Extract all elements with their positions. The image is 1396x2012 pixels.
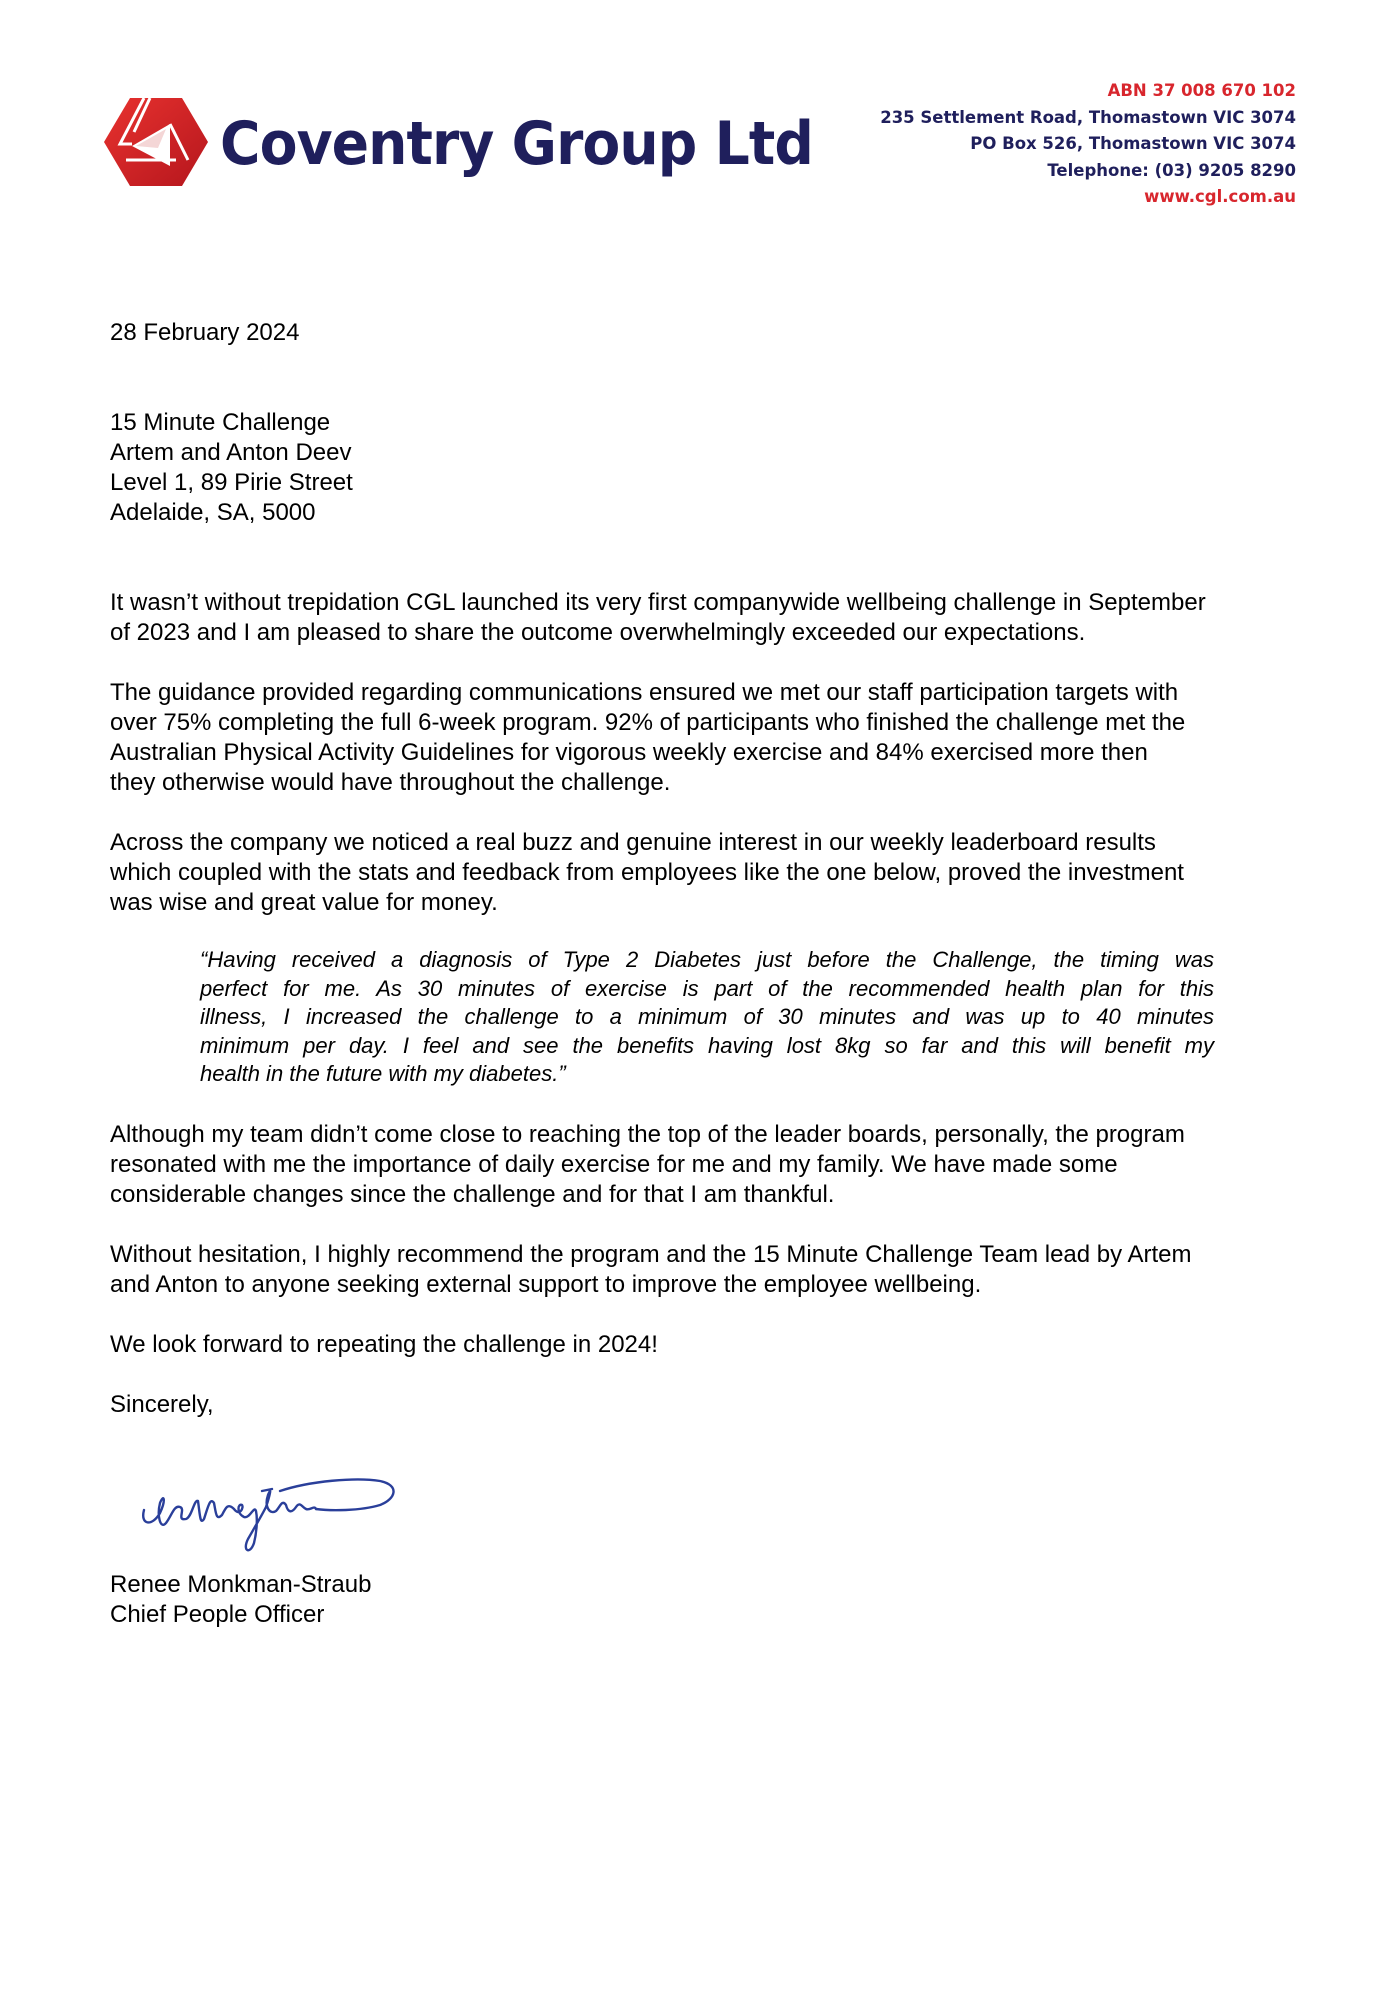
recipient-address-block	[110, 408, 353, 528]
body-paragraph-2	[110, 678, 1300, 798]
paragraph-line: Without hesitation, I highly recommend the program and the 15 Minute Challenge Team lead by Artem	[110, 1241, 1192, 1268]
paragraph-line: they otherwise would have throughout the challenge.	[110, 769, 671, 796]
body-paragraph-5	[110, 1240, 1300, 1300]
paragraph-line: Across the company we noticed a real buzz and genuine interest in our weekly leaderboard results	[110, 829, 1156, 856]
quote-line: minimum per day. I feel and see the benefits having lost 8kg so far and this will benefit my	[200, 1032, 1214, 1058]
letter-date: 28 February 2024	[110, 319, 300, 346]
paragraph-line: Although my team didn’t come close to reaching the top of the leader boards, personally, the program	[110, 1121, 1185, 1148]
company-contact-block	[880, 78, 1296, 211]
quote-line: perfect for me. As 30 minutes of exercise is part of the recommended health plan for this	[200, 975, 1214, 1001]
recipient-organisation: 15 Minute Challenge	[110, 409, 331, 436]
paragraph-line: and Anton to anyone seeking external support to improve the employee wellbeing.	[110, 1271, 982, 1298]
employee-testimonial-quote	[200, 946, 1214, 1089]
po-box-address: PO Box 526, Thomastown VIC 3074	[970, 134, 1296, 153]
paragraph-line: We look forward to repeating the challenge in 2024!	[110, 1331, 658, 1358]
street-address: 235 Settlement Road, Thomastown VIC 3074	[880, 107, 1296, 127]
paragraph-line: of 2023 and I am pleased to share the outcome overwhelmingly exceeded our expectations.	[110, 619, 1086, 646]
paragraph-line: resonated with me the importance of daily exercise for me and my family. We have made some	[110, 1151, 1118, 1178]
abn-number: ABN 37 008 670 102	[1107, 81, 1296, 100]
recipient-street: Level 1, 89 Pirie Street	[110, 469, 353, 496]
paragraph-line: over 75% completing the full 6-week program. 92% of participants who finished the challenge met the	[110, 709, 1186, 736]
paragraph-line: It wasn’t without trepidation CGL launched its very first companywide wellbeing challenge in September	[110, 589, 1206, 616]
letter-closing: Sincerely,	[110, 1391, 214, 1418]
handwritten-signature-icon	[130, 1455, 410, 1555]
quote-line: illness, I increased the challenge to a minimum of 30 minutes and was up to 40 minutes	[200, 1004, 1214, 1029]
signer-name: Renee Monkman-Straub	[110, 1571, 372, 1598]
body-paragraph-1	[110, 588, 1300, 648]
company-name-logotype: Coventry Group Ltd	[220, 109, 813, 179]
paragraph-line: The guidance provided regarding communications ensured we met our staff participation targets with	[110, 679, 1179, 706]
body-paragraph-6	[110, 1330, 1300, 1360]
website-link[interactable]: www.cgl.com.au	[1144, 187, 1296, 206]
telephone-number: Telephone: (03) 9205 8290	[1047, 160, 1296, 180]
recipient-names: Artem and Anton Deev	[110, 439, 352, 466]
paragraph-line: which coupled with the stats and feedback from employees like the one below, proved the investment	[110, 859, 1184, 886]
paragraph-line: was wise and great value for money.	[110, 889, 498, 916]
paragraph-line: considerable changes since the challenge and for that I am thankful.	[110, 1181, 835, 1208]
recipient-city: Adelaide, SA, 5000	[110, 499, 316, 526]
body-paragraph-4	[110, 1120, 1300, 1210]
signer-title: Chief People Officer	[110, 1601, 325, 1628]
paragraph-line: Australian Physical Activity Guidelines for vigorous weekly exercise and 84% exercised more then	[110, 739, 1148, 766]
quote-line: health in the future with my diabetes.”	[200, 1061, 566, 1086]
coventry-hexagon-logo-icon	[104, 96, 208, 188]
body-paragraph-3	[110, 828, 1300, 918]
quote-line: “Having received a diagnosis of Type 2 Diabetes just before the Challenge, the timing was	[200, 947, 1214, 972]
signer-block	[110, 1570, 371, 1630]
